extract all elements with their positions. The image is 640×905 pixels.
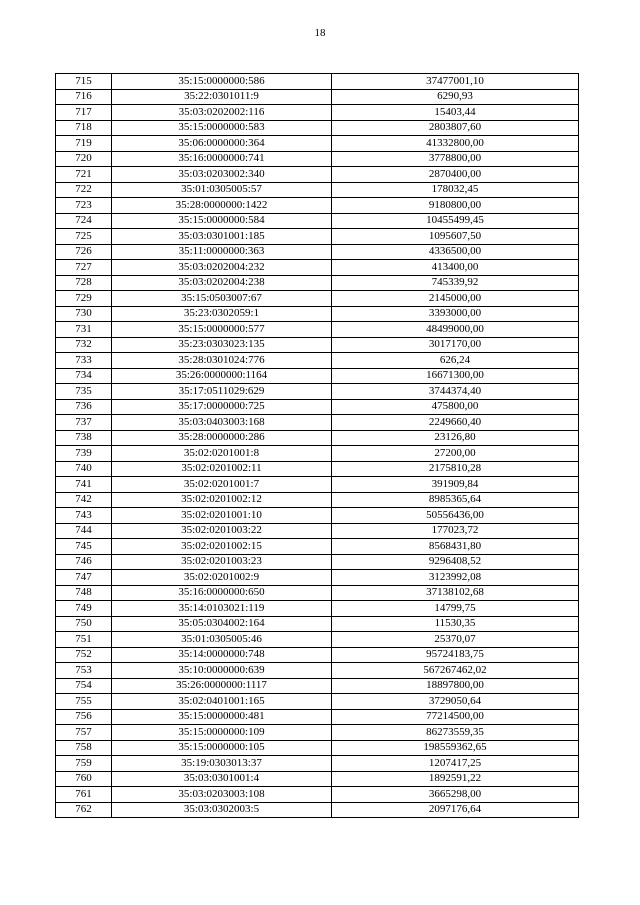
row-number-cell: 736: [56, 399, 112, 415]
table-row: [56, 260, 579, 276]
row-number-cell: 733: [56, 353, 112, 369]
table-row: [56, 663, 579, 679]
table-row: [56, 709, 579, 725]
table-row: [56, 740, 579, 756]
cadastral-number-cell: 35:01:0305005:46: [112, 632, 332, 648]
value-cell: 37138102,68: [332, 585, 579, 601]
table-row: [56, 182, 579, 198]
row-number-cell: 759: [56, 756, 112, 772]
row-number-cell: 735: [56, 384, 112, 400]
row-number-cell: 751: [56, 632, 112, 648]
cadastral-number-cell: 35:03:0302003:5: [112, 802, 332, 818]
cadastral-number-cell: 35:03:0202004:232: [112, 260, 332, 276]
table-row: [56, 632, 579, 648]
cadastral-number-cell: 35:15:0000000:583: [112, 120, 332, 136]
cadastral-number-cell: 35:11:0000000:363: [112, 244, 332, 260]
row-number-cell: 745: [56, 539, 112, 555]
value-cell: 2870400,00: [332, 167, 579, 183]
row-number-cell: 748: [56, 585, 112, 601]
cadastral-number-cell: 35:28:0000000:1422: [112, 198, 332, 214]
table-row: [56, 554, 579, 570]
table-row: [56, 244, 579, 260]
row-number-cell: 724: [56, 213, 112, 229]
row-number-cell: 722: [56, 182, 112, 198]
value-cell: 745339,92: [332, 275, 579, 291]
registry-table: [55, 73, 579, 818]
value-cell: 177023,72: [332, 523, 579, 539]
cadastral-number-cell: 35:23:0302059:1: [112, 306, 332, 322]
cadastral-number-cell: 35:17:0000000:725: [112, 399, 332, 415]
table-row: [56, 120, 579, 136]
table-row: [56, 523, 579, 539]
row-number-cell: 717: [56, 105, 112, 121]
row-number-cell: 716: [56, 89, 112, 105]
value-cell: 23126,80: [332, 430, 579, 446]
cadastral-number-cell: 35:16:0000000:741: [112, 151, 332, 167]
row-number-cell: 729: [56, 291, 112, 307]
table-row: [56, 477, 579, 493]
cadastral-number-cell: 35:01:0305005:57: [112, 182, 332, 198]
row-number-cell: 732: [56, 337, 112, 353]
cadastral-number-cell: 35:03:0403003:168: [112, 415, 332, 431]
cadastral-number-cell: 35:26:0000000:1164: [112, 368, 332, 384]
value-cell: 95724183,75: [332, 647, 579, 663]
cadastral-number-cell: 35:02:0401001:165: [112, 694, 332, 710]
row-number-cell: 721: [56, 167, 112, 183]
table-row: [56, 539, 579, 555]
table-row: [56, 74, 579, 90]
cadastral-number-cell: 35:17:0511029:629: [112, 384, 332, 400]
cadastral-number-cell: 35:15:0000000:577: [112, 322, 332, 338]
cadastral-number-cell: 35:03:0203002:340: [112, 167, 332, 183]
value-cell: 626,24: [332, 353, 579, 369]
row-number-cell: 739: [56, 446, 112, 462]
row-number-cell: 762: [56, 802, 112, 818]
table-row: [56, 167, 579, 183]
cadastral-number-cell: 35:28:0000000:286: [112, 430, 332, 446]
value-cell: 3665298,00: [332, 787, 579, 803]
table-row: [56, 353, 579, 369]
row-number-cell: 760: [56, 771, 112, 787]
cadastral-number-cell: 35:15:0000000:109: [112, 725, 332, 741]
row-number-cell: 749: [56, 601, 112, 617]
value-cell: 11530,35: [332, 616, 579, 632]
value-cell: 8985365,64: [332, 492, 579, 508]
row-number-cell: 755: [56, 694, 112, 710]
cadastral-number-cell: 35:02:0201001:7: [112, 477, 332, 493]
table-row: [56, 678, 579, 694]
value-cell: 9296408,52: [332, 554, 579, 570]
value-cell: 77214500,00: [332, 709, 579, 725]
table-row: [56, 275, 579, 291]
row-number-cell: 726: [56, 244, 112, 260]
table-row: [56, 229, 579, 245]
row-number-cell: 742: [56, 492, 112, 508]
cadastral-number-cell: 35:22:0301011:9: [112, 89, 332, 105]
cadastral-number-cell: 35:02:0201002:9: [112, 570, 332, 586]
value-cell: 10455499,45: [332, 213, 579, 229]
row-number-cell: 744: [56, 523, 112, 539]
table-row: [56, 337, 579, 353]
row-number-cell: 750: [56, 616, 112, 632]
table-row: [56, 616, 579, 632]
table-row: [56, 384, 579, 400]
table-row: [56, 570, 579, 586]
row-number-cell: 753: [56, 663, 112, 679]
table-row: [56, 585, 579, 601]
value-cell: 8568431,80: [332, 539, 579, 555]
cadastral-number-cell: 35:28:0301024:776: [112, 353, 332, 369]
table-row: [56, 430, 579, 446]
cadastral-number-cell: 35:14:0103021:119: [112, 601, 332, 617]
row-number-cell: 737: [56, 415, 112, 431]
table-row: [56, 694, 579, 710]
cadastral-number-cell: 35:02:0201002:15: [112, 539, 332, 555]
row-number-cell: 761: [56, 787, 112, 803]
value-cell: 9180800,00: [332, 198, 579, 214]
value-cell: 3123992,08: [332, 570, 579, 586]
value-cell: 3393000,00: [332, 306, 579, 322]
table-row: [56, 756, 579, 772]
value-cell: 3744374,40: [332, 384, 579, 400]
table-row: [56, 771, 579, 787]
row-number-cell: 752: [56, 647, 112, 663]
row-number-cell: 730: [56, 306, 112, 322]
value-cell: 15403,44: [332, 105, 579, 121]
row-number-cell: 746: [56, 554, 112, 570]
cadastral-number-cell: 35:16:0000000:650: [112, 585, 332, 601]
cadastral-number-cell: 35:10:0000000:639: [112, 663, 332, 679]
row-number-cell: 757: [56, 725, 112, 741]
value-cell: 2097176,64: [332, 802, 579, 818]
cadastral-number-cell: 35:02:0201002:11: [112, 461, 332, 477]
value-cell: 1095607,50: [332, 229, 579, 245]
table-row: [56, 787, 579, 803]
table-row: [56, 415, 579, 431]
cadastral-number-cell: 35:15:0000000:584: [112, 213, 332, 229]
table-row: [56, 213, 579, 229]
cadastral-number-cell: 35:03:0203003:108: [112, 787, 332, 803]
cadastral-number-cell: 35:15:0000000:481: [112, 709, 332, 725]
table-row: [56, 306, 579, 322]
cadastral-number-cell: 35:02:0201003:23: [112, 554, 332, 570]
value-cell: 41332800,00: [332, 136, 579, 152]
cadastral-number-cell: 35:03:0301001:4: [112, 771, 332, 787]
value-cell: 6290,93: [332, 89, 579, 105]
table-row: [56, 461, 579, 477]
cadastral-number-cell: 35:14:0000000:748: [112, 647, 332, 663]
value-cell: 1892591,22: [332, 771, 579, 787]
cadastral-number-cell: 35:06:0000000:364: [112, 136, 332, 152]
registry-table-body: [56, 74, 579, 818]
value-cell: 86273559,35: [332, 725, 579, 741]
value-cell: 18897800,00: [332, 678, 579, 694]
table-row: [56, 508, 579, 524]
value-cell: 2803807,60: [332, 120, 579, 136]
value-cell: 2175810,28: [332, 461, 579, 477]
value-cell: 3729050,64: [332, 694, 579, 710]
table-row: [56, 601, 579, 617]
value-cell: 50556436,00: [332, 508, 579, 524]
row-number-cell: 747: [56, 570, 112, 586]
value-cell: 16671300,00: [332, 368, 579, 384]
row-number-cell: 723: [56, 198, 112, 214]
row-number-cell: 758: [56, 740, 112, 756]
row-number-cell: 738: [56, 430, 112, 446]
value-cell: 567267462,02: [332, 663, 579, 679]
value-cell: 198559362,65: [332, 740, 579, 756]
cadastral-number-cell: 35:05:0304002:164: [112, 616, 332, 632]
cadastral-number-cell: 35:19:0303013:37: [112, 756, 332, 772]
value-cell: 3017170,00: [332, 337, 579, 353]
cadastral-number-cell: 35:15:0000000:586: [112, 74, 332, 90]
cadastral-number-cell: 35:02:0201002:12: [112, 492, 332, 508]
value-cell: 391909,84: [332, 477, 579, 493]
table-row: [56, 492, 579, 508]
value-cell: 1207417,25: [332, 756, 579, 772]
row-number-cell: 743: [56, 508, 112, 524]
table-row: [56, 89, 579, 105]
value-cell: 4336500,00: [332, 244, 579, 260]
value-cell: 475800,00: [332, 399, 579, 415]
row-number-cell: 734: [56, 368, 112, 384]
value-cell: 48499000,00: [332, 322, 579, 338]
cadastral-number-cell: 35:03:0301001:185: [112, 229, 332, 245]
row-number-cell: 718: [56, 120, 112, 136]
value-cell: 2249660,40: [332, 415, 579, 431]
row-number-cell: 720: [56, 151, 112, 167]
value-cell: 178032,45: [332, 182, 579, 198]
table-row: [56, 151, 579, 167]
row-number-cell: 741: [56, 477, 112, 493]
value-cell: 2145000,00: [332, 291, 579, 307]
row-number-cell: 731: [56, 322, 112, 338]
value-cell: 3778800,00: [332, 151, 579, 167]
row-number-cell: 725: [56, 229, 112, 245]
page-number: 18: [314, 27, 326, 39]
cadastral-number-cell: 35:02:0201001:10: [112, 508, 332, 524]
value-cell: 27200,00: [332, 446, 579, 462]
table-row: [56, 198, 579, 214]
row-number-cell: 728: [56, 275, 112, 291]
table-row: [56, 105, 579, 121]
cadastral-number-cell: 35:03:0202002:116: [112, 105, 332, 121]
row-number-cell: 727: [56, 260, 112, 276]
cadastral-number-cell: 35:02:0201003:22: [112, 523, 332, 539]
cadastral-number-cell: 35:26:0000000:1117: [112, 678, 332, 694]
table-row: [56, 291, 579, 307]
row-number-cell: 715: [56, 74, 112, 90]
value-cell: 14799,75: [332, 601, 579, 617]
table-row: [56, 136, 579, 152]
cadastral-number-cell: 35:15:0000000:105: [112, 740, 332, 756]
value-cell: 37477001,10: [332, 74, 579, 90]
table-row: [56, 322, 579, 338]
table-row: [56, 647, 579, 663]
table-row: [56, 725, 579, 741]
cadastral-number-cell: 35:15:0503007:67: [112, 291, 332, 307]
table-row: [56, 399, 579, 415]
value-cell: 413400,00: [332, 260, 579, 276]
row-number-cell: 740: [56, 461, 112, 477]
row-number-cell: 754: [56, 678, 112, 694]
table-row: [56, 368, 579, 384]
value-cell: 25370,07: [332, 632, 579, 648]
table-row: [56, 446, 579, 462]
cadastral-number-cell: 35:23:0303023:135: [112, 337, 332, 353]
cadastral-number-cell: 35:03:0202004:238: [112, 275, 332, 291]
row-number-cell: 719: [56, 136, 112, 152]
cadastral-number-cell: 35:02:0201001:8: [112, 446, 332, 462]
row-number-cell: 756: [56, 709, 112, 725]
table-row: [56, 802, 579, 818]
